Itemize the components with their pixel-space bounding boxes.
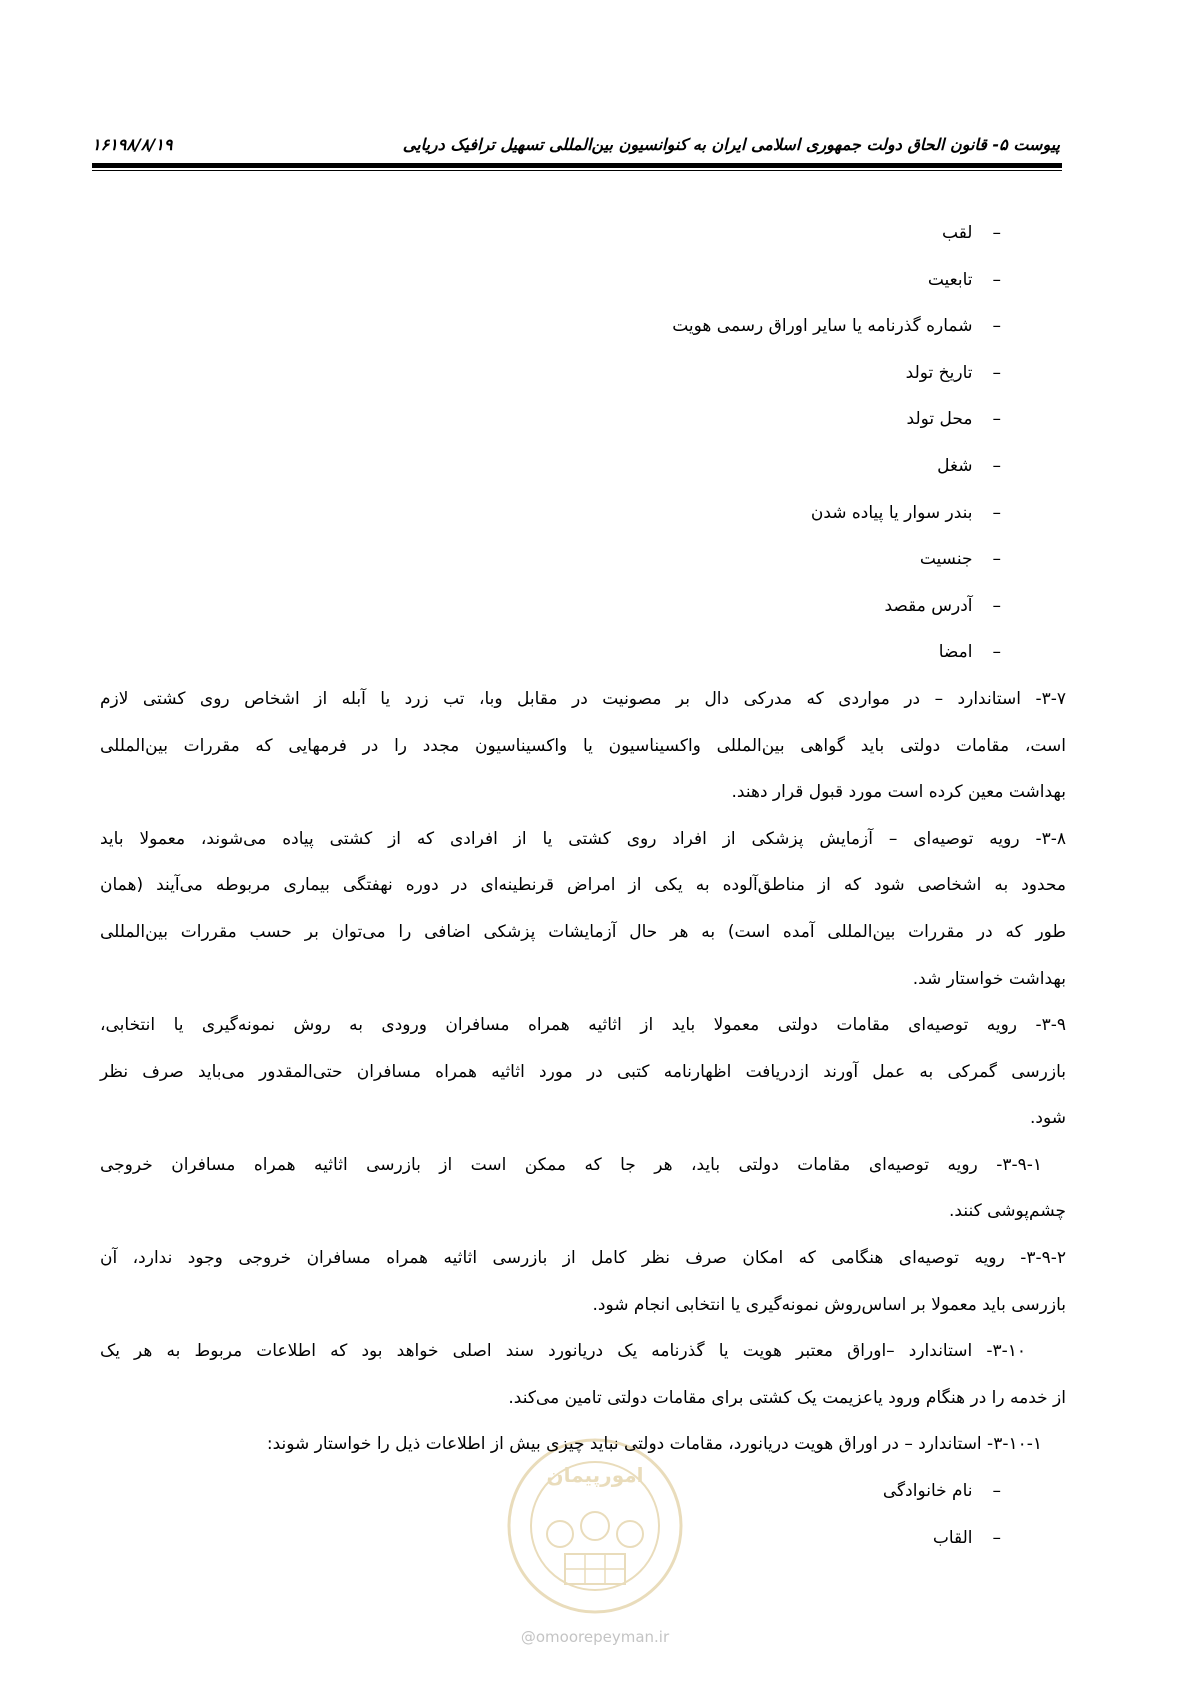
list-item [100,443,1066,490]
dash-bullet: – [992,409,1001,430]
paragraph-line: بازرسی گمرکی به عمل آورند ازدریافت اظهارنامه کتبی در مورد اثاثیه همراه مسافران حتی‌المقدور می‌باید صرف نظر [100,1061,1066,1082]
list-item [100,583,1066,630]
dash-bullet: – [992,223,1001,243]
paragraph-line: از خدمه را در هنگام ورود یاعزیمت یک کشتی برای مقامات دولتی تامین می‌کند. [508,1387,1066,1408]
paragraph-line: است، مقامات دولتی باید گواهی بین‌المللی واکسیناسیون یا واکسیناسیون مجدد را در فرمهایی که مقررات بین‌المللی [100,735,1066,756]
dash-bullet: – [992,595,1001,616]
header-divider [92,163,1062,171]
dash-bullet: – [992,455,1001,476]
paragraph-line: بهداشت معین کرده است مورد قبول قرار دهند. [731,782,1066,803]
list-item [100,396,1066,443]
running-header-title: پیوست ۵- قانون الحاق دولت جمهوری اسلامی ایران به کنوانسیون بین‌المللی تسهیل ترافیک دریایی [402,135,1060,154]
running-header-date: ۱۶۱۹۸/۸/۱۹ [92,135,173,154]
paragraph-3-9-2 [100,1235,1066,1328]
dash-bullet: – [992,316,1001,337]
paragraph-3-9-1 [100,1142,1066,1235]
list-item [100,257,1066,304]
list-item-label: امضا [938,642,973,663]
list-item [100,536,1066,583]
dash-bullet: – [992,549,1001,570]
watermark-url-text: omoorepeyman.ir [535,1628,670,1646]
list-item [100,210,1066,257]
list-item-label: تابعیت [927,269,973,290]
list-item [100,303,1066,350]
paragraph-line: محدود به اشخاصی شود که از مناطق‌آلوده به یکی از امراض قرنطینه‌ای در دوره نهفتگی بیماری مربوطه می‌آیند (همان [100,875,1066,896]
paragraph-line: طور که در مقررات بین‌المللی آمده است) به هر حال آزمایشات پزشکی اضافی را می‌توان بر حسب مقررات بین‌المللی [100,921,1066,942]
paragraph-line: ۳-۷- استاندارد – در مواردی که مدرکی دال بر مصونیت در مقابل وبا، تب زرد یا آبله از اشخاص روی کشتی لازم [100,688,1066,709]
dash-bullet: – [992,1527,1001,1548]
seafarer-id-fields-list [100,1468,1066,1561]
list-item [100,490,1066,537]
list-item-label: لقب [942,223,973,243]
list-item-label: شغل [937,455,973,476]
list-item-label: محل تولد [906,409,973,430]
list-item [100,629,1066,676]
list-item [100,350,1066,397]
dash-bullet: – [992,502,1001,523]
paragraph-line: ۳-۱۰-۱- استاندارد – در اوراق هویت دریانورد، مقامات دولتی نباید چیزی بیش از اطلاعات ذیل را خواستار شوند: [266,1434,1042,1455]
paragraph-3-10-1 [100,1421,1066,1468]
paragraph-line: ۳-۹-۱- رویه توصیه‌ای مقامات دولتی باید، هر جا که ممکن است از بازرسی اثاثیه همراه مسافران خروجی [100,1154,1042,1175]
dash-bullet: – [992,642,1001,663]
list-item-label: تاریخ تولد [905,362,973,383]
paragraph-line: ۳-۹-۲- رویه توصیه‌ای هنگامی که امکان صرف نظر کامل از بازرسی اثاثیه همراه مسافران خروجی وجود ندارد، آن [100,1248,1066,1269]
paragraph-line: شود. [1029,1108,1066,1129]
list-item-label: جنسیت [919,549,973,570]
paragraph-line: بهداشت خواستار شد. [912,968,1066,989]
paragraph-line: چشم‌پوشی کنند. [949,1201,1066,1222]
logo-lettering: امورپیمان [546,1463,644,1487]
dash-bullet: – [992,269,1001,290]
list-item-label: آدرس مقصد [884,595,973,616]
paragraph-line: ۳-۸- رویه توصیه‌ای – آزمایش پزشکی از افراد روی کشتی یا از افرادی که از کشتی پیاده می‌شوند، معمولا باید [100,828,1066,849]
paragraph-line: ۳-۹- رویه توصیه‌ای مقامات دولتی معمولا باید از اثاثیه همراه مسافران ورودی به روش نمونه‌گیری یا انتخابی، [100,1015,1066,1036]
paragraph-3-7 [100,676,1066,816]
list-item [100,1515,1066,1562]
dash-bullet: – [992,362,1001,383]
paragraph-3-8 [100,816,1066,1002]
at-icon: @ [520,1628,536,1646]
watermark-url [0,1628,1190,1646]
identity-fields-list [100,210,1066,676]
dash-bullet: – [992,1481,1001,1502]
list-item-label: بندر سوار یا پیاده شدن [810,502,973,523]
list-item [100,1468,1066,1515]
paragraph-3-9 [100,1002,1066,1142]
document-body [100,210,1066,1561]
paragraph-line: بازرسی باید معمولا بر اساس‌روش نمونه‌گیری یا انتخابی انجام شود. [592,1294,1066,1315]
paragraph-3-10 [100,1328,1066,1421]
paragraph-line: ۳-۱۰- استاندارد –اوراق معتبر هویت یا گذرنامه یک دریانورد سند اصلی خواهد بود که اطلاعات مربوط به هر یک [100,1341,1026,1362]
list-item-label: القاب [932,1527,973,1548]
list-item-label: شماره گذرنامه یا سایر اوراق رسمی هویت [672,316,973,337]
list-item-label: نام خانوادگی [882,1481,973,1502]
